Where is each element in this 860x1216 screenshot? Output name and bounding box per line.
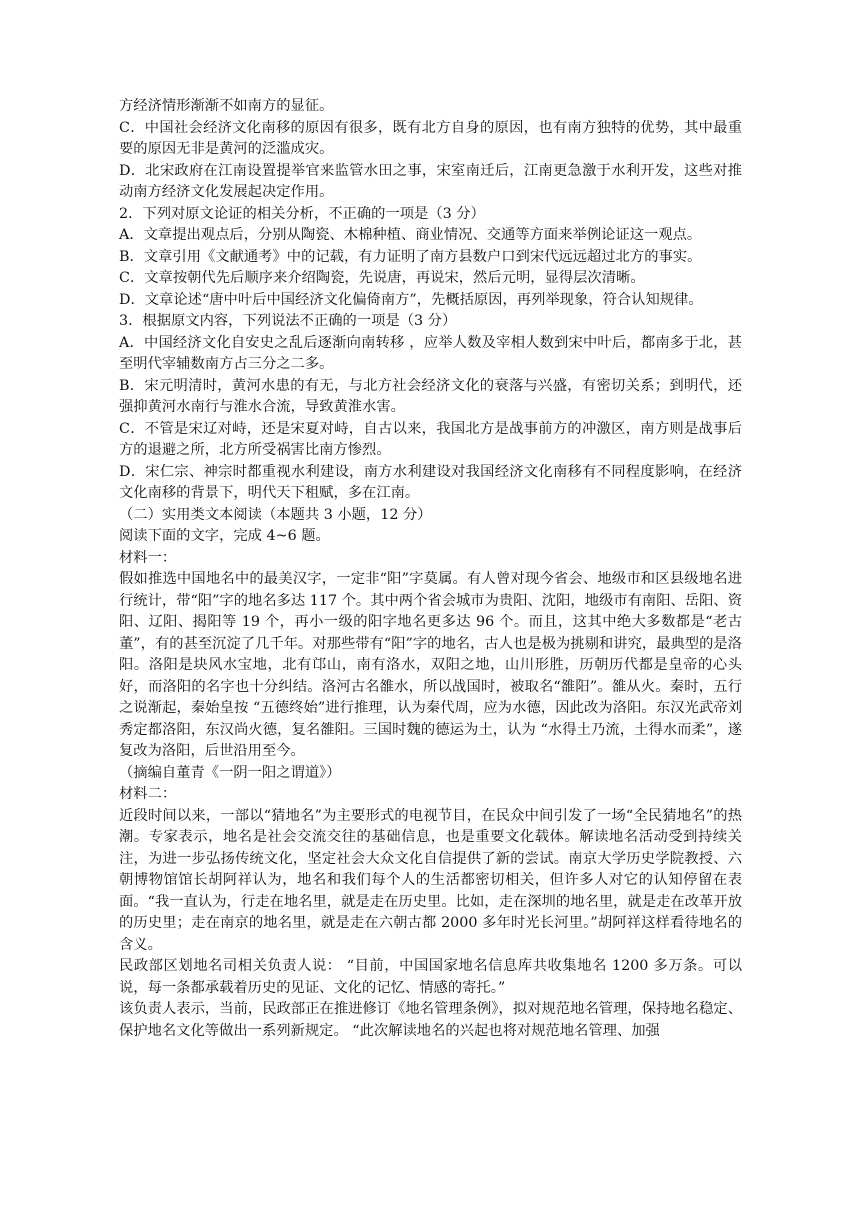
question-heading: 3．根据原文内容，下列说法不正确的一项是（3 分） [119, 313, 457, 329]
answer-option: A．中国经济文化自安史之乱后逐渐向南转移 ，应举人数及宰相人数到宋中叶后，都南多于北，甚至明代宰辅数南方占三分之二多。 [119, 334, 742, 372]
answer-option: D．北宋政府在江南设置提举官来监管水田之事，宋室南迁后，江南更急激于水利开发，这些对推动南方经济文化发展起决定作用。 [119, 162, 742, 200]
body-paragraph: 近段时间以来，一部以“猜地名”为主要形式的电视节目，在民众中间引发了一场“全民猜地名”的热潮。专家表示，地名是社会交流交往的基础信息，也是重要文化载体。解读地名活动受到持续关注，为进一步弘扬传统文化，坚定社会大众文化自信提供了新的尝试。南京大学历史学院教授、六朝博物馆馆长胡阿祥认为，地名和我们每个人的生活都密切相关，但许多人对它的认知停留在表面。“我一直认为，行走在地名里，就是走在历史里。比如，走在深圳的地名里，就是走在改革开放的历史里；走在南京的地名里，就是走在六朝古都 2000 多年时光长河里。”胡阿祥这样看待地名的含义。 [119, 807, 742, 953]
question-heading: 2．下列对原文论证的相关分析，不正确的一项是（3 分） [119, 205, 485, 222]
answer-option: A．文章提出观点后，分别从陶瓷、木棉种植、商业情况、交通等方面来举例论证这一观点。 [119, 227, 702, 243]
answer-option: B．文章引用《文献通考》中的记载，有力证明了南方县数户口到宋代远远超过北方的事实。 [119, 248, 702, 265]
material-label: 材料二： [119, 786, 177, 802]
body-paragraph: 民政部区划地名司相关负责人说： “目前，中国国家地名信息库共收集地名 1200 多万条。可以说，每一条都承载着历史的见证、文化的记忆、情感的寄托。” [119, 958, 742, 996]
source-citation: （摘编自董青《一阴一阳之谓道》） [119, 764, 341, 781]
answer-option: C．文章按朝代先后顺序来介绍陶瓷，先说唐，再说宋，然后元明，显得层次清晰。 [119, 270, 645, 286]
instruction-text: 阅读下面的文字，完成 4~6 题。 [119, 528, 330, 544]
answer-option: C．不管是宋辽对峙，还是宋夏对峙，自古以来，我国北方是战事前方的冲激区，南方则是战事后方的退避之所，北方所受祸害比南方惨烈。 [119, 420, 742, 458]
material-label: 材料一： [119, 549, 177, 566]
answer-option: B．宋元明清时，黄河水患的有无，与北方社会经济文化的衰落与兴盛，有密切关系；到明代，还强抑黄河水南行与淮水合流，导致黄淮水害。 [119, 377, 742, 415]
body-paragraph: 该负责人表示，当前，民政部正在推进修订《地名管理条例》，拟对规范地名管理，保持地名稳定、保护地名文化等做出一系列新规定。 “此次解读地名的兴起也将对规范地名管理、加强 [119, 1001, 742, 1039]
answer-option: D．文章论述“唐中叶后中国经济文化偏倚南方”，先概括原因，再列举现象，符合认知规律。 [119, 291, 703, 308]
text-line: 方经济情形渐渐不如南方的显征。 [119, 98, 334, 114]
answer-option: C．中国社会经济文化南移的原因有很多，既有北方自身的原因，也有南方独特的优势，其中最重要的原因无非是黄河的泛滥成灾。 [119, 119, 742, 157]
body-paragraph: 假如推选中国地名中的最美汉字，一定非“阳”字莫属。有人曾对现今省会、地级市和区县级地名进行统计，带“阳”字的地名多达 117 个。其中两个省会城市为贵阳、沈阳，地级市有南阳、岳阳、资阳、辽阳、揭阳等 19 个，再小一级的阳字地名更多达 96 个。而且，这其中绝大多数都是“老古董”，有的甚至沉淀了几千年。对那些带有“阳”字的地名，古人也是极为挑剔和讲究，最典型的是洛阳。洛阳是块风水宝地，北有邙山，南有洛水，双阳之地，山川形胜，历朝历代都是皇帝的心头好，而洛阳的名字也十分纠结。洛河古名雒水，所以战国时，被取名“雒阳”。雒从火。秦时，五行之说渐起，秦始皇按 “五德终始”进行推理，认为秦代周，应为水德，因此改为洛阳。东汉光武帝刘秀定都洛阳，东汉尚火德，复名雒阳。三国时魏的德运为土，认为 “水得土乃流，土得水而柔”，遂复改为洛阳，后世沿用至今。 [119, 571, 742, 759]
section-heading: （二）实用类文本阅读（本题共 3 小题，12 分） [119, 506, 432, 523]
answer-option: D．宋仁宗、神宗时都重视水利建设，南方水利建设对我国经济文化南移有不同程度影响，在经济文化南移的背景下，明代天下租赋，多在江南。 [119, 463, 742, 501]
